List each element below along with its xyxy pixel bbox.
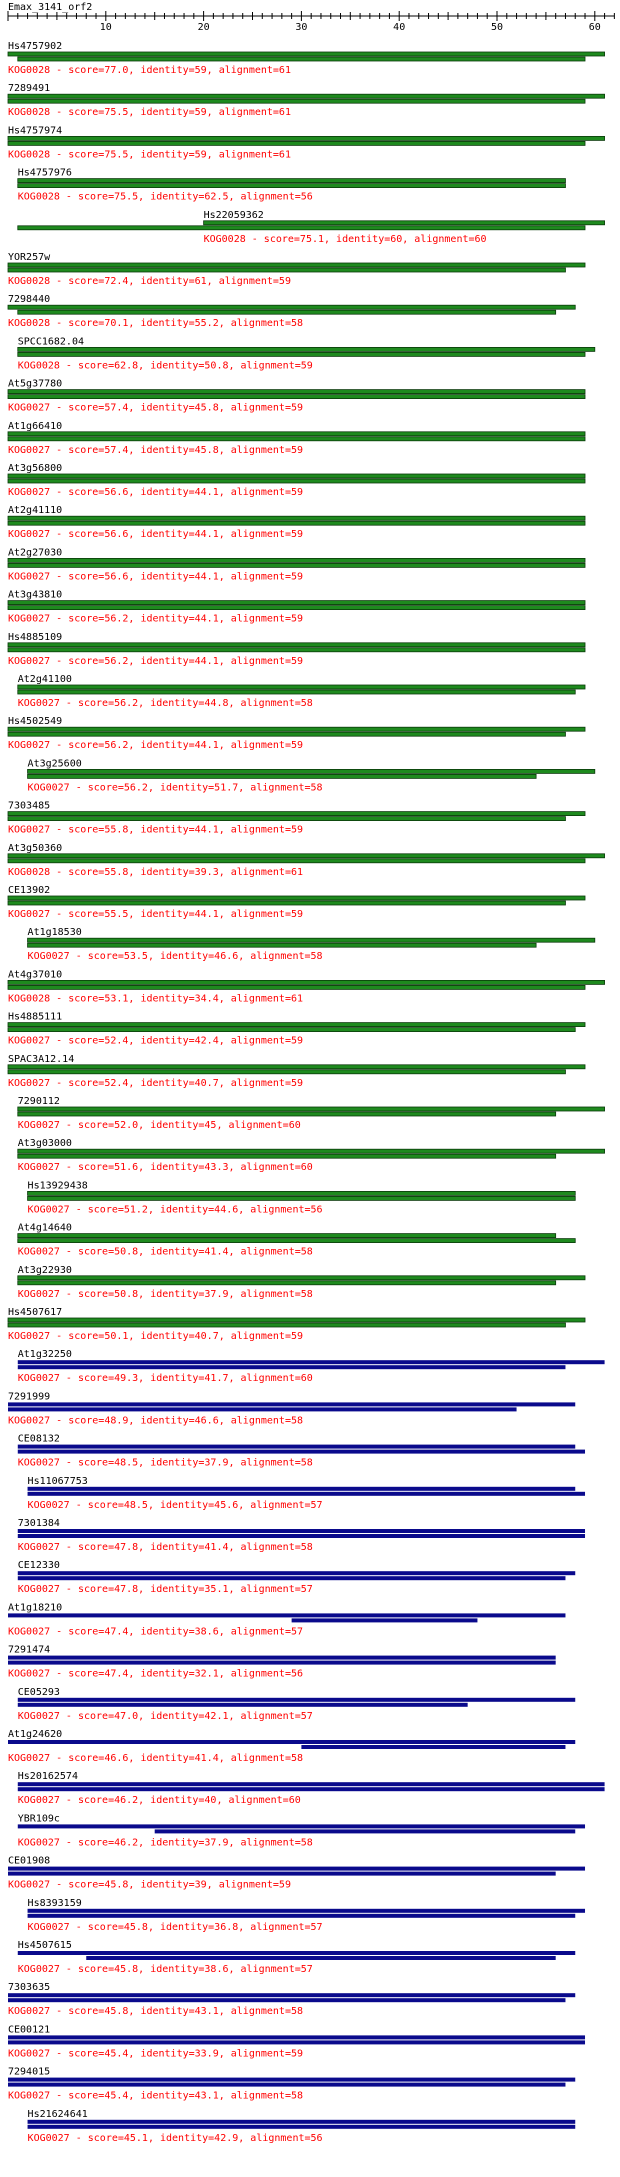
hit-score-label: KOG0027 - score=48.5, identity=37.9, alignment=58 — [17, 1457, 313, 1469]
subject-bar — [86, 1956, 555, 1960]
query-bar — [8, 1065, 585, 1069]
query-bar — [28, 2120, 576, 2124]
hit-row — [8, 885, 585, 920]
query-bar — [28, 1909, 585, 1913]
hit-score-label: KOG0028 - score=75.5, identity=59, alignment=61 — [8, 149, 291, 161]
subject-bar — [18, 1281, 556, 1285]
hit-score-label: KOG0027 - score=57.4, identity=45.8, alignment=59 — [8, 402, 304, 414]
hit-name: At2g41110 — [8, 505, 63, 517]
subject-bar — [8, 817, 565, 821]
hit-score-label: KOG0027 - score=45.8, identity=39, alignment=59 — [8, 1879, 291, 1891]
query-bar — [18, 347, 595, 351]
subject-bar — [18, 1534, 585, 1538]
hit-name: At2g41100 — [17, 674, 72, 685]
query-bar — [8, 432, 585, 436]
hit-name: At1g32250 — [17, 1349, 72, 1361]
query-bar — [8, 1740, 575, 1744]
query-bar — [28, 1191, 576, 1195]
subject-bar — [18, 310, 556, 314]
hit-name: At1g18210 — [8, 1602, 63, 1614]
hit-score-label: KOG0028 - score=75.1, identity=60, alignment=60 — [203, 233, 487, 245]
hit-score-label: KOG0027 - score=52.4, identity=40.7, alignment=59 — [8, 1077, 304, 1089]
hit-row — [28, 927, 595, 962]
hit-row — [8, 716, 585, 751]
subject-bar — [8, 732, 565, 736]
hit-name: 7301384 — [17, 1518, 60, 1529]
hit-row — [18, 674, 585, 709]
query-bar — [8, 1656, 556, 1660]
subject-bar — [8, 1028, 575, 1032]
hit-name: Hs4507615 — [17, 1940, 72, 1951]
query-bar — [8, 601, 585, 605]
query-bar — [8, 1867, 585, 1871]
hit-name: YBR109c — [17, 1813, 60, 1825]
subject-bar — [8, 2083, 565, 2087]
subject-bar — [18, 57, 585, 61]
hit-row — [18, 1940, 575, 1975]
query-bar — [8, 2035, 585, 2039]
query-bar — [18, 1149, 605, 1153]
hit-row — [8, 1054, 585, 1089]
hit-score-label: KOG0027 - score=47.0, identity=42.1, alignment=57 — [17, 1710, 313, 1722]
subject-bar — [8, 395, 585, 399]
hit-name: CE01908 — [8, 1855, 51, 1867]
hit-name: 7303635 — [8, 1982, 51, 1994]
hit-score-label: KOG0027 - score=55.5, identity=44.1, alignment=59 — [8, 909, 304, 920]
hit-name: 7298440 — [8, 294, 51, 306]
hit-name: At5g37780 — [8, 378, 63, 390]
hit-name: CE13902 — [8, 885, 51, 896]
axis-tick-label: 40 — [393, 22, 406, 33]
hit-score-label: KOG0027 - score=56.2, identity=44.1, alignment=59 — [8, 655, 304, 667]
hit-name: Hs13929438 — [27, 1180, 88, 1192]
subject-bar — [8, 1407, 517, 1411]
subject-bar — [18, 352, 585, 356]
hit-name: Hs8393159 — [27, 1897, 82, 1909]
query-bar — [18, 1529, 585, 1533]
query-bar — [18, 1571, 575, 1575]
axis-tick-label: 10 — [99, 22, 112, 33]
subject-bar — [8, 859, 585, 863]
hit-name: Hs4885109 — [8, 631, 63, 643]
hit-score-label: KOG0027 - score=56.2, identity=44.8, alignment=58 — [17, 698, 313, 709]
hit-row — [8, 294, 575, 329]
position-axis — [8, 11, 614, 33]
query-bar — [8, 812, 585, 816]
subject-bar — [28, 1196, 576, 1200]
query-bar — [8, 516, 585, 520]
subject-bar — [155, 1829, 576, 1833]
hit-score-label: KOG0028 - score=53.1, identity=34.4, alignment=61 — [8, 993, 304, 1005]
subject-bar — [8, 521, 585, 525]
subject-bar — [8, 901, 565, 905]
query-bar — [28, 938, 595, 942]
hit-score-label: KOG0027 - score=48.5, identity=45.6, alignment=57 — [27, 1499, 323, 1511]
query-bar — [8, 390, 585, 394]
hit-score-label: KOG0027 - score=55.8, identity=44.1, alignment=59 — [8, 824, 304, 836]
subject-bar — [8, 268, 565, 272]
hit-name: 7290112 — [17, 1096, 60, 1107]
hit-name: 7294015 — [8, 2066, 51, 2078]
hit-name: At3g56800 — [8, 463, 63, 474]
hit-score-label: KOG0027 - score=45.1, identity=42.9, alignment=56 — [27, 2132, 323, 2144]
hit-name: Hs4757976 — [17, 167, 72, 179]
hit-row — [18, 1813, 585, 1848]
hit-row — [18, 336, 595, 371]
hit-name: SPCC1682.04 — [17, 336, 85, 348]
query-bar — [8, 896, 585, 900]
query-bar — [8, 854, 605, 858]
subject-bar — [18, 184, 566, 188]
hit-score-label: KOG0028 - score=77.0, identity=59, alignment=61 — [8, 65, 291, 76]
hit-score-label: KOG0027 - score=45.8, identity=36.8, alignment=57 — [27, 1921, 323, 1933]
subject-bar — [18, 1112, 556, 1116]
hit-row — [8, 41, 605, 76]
hit-score-label: KOG0027 - score=51.6, identity=43.3, alignment=60 — [17, 1162, 313, 1174]
hit-score-label: KOG0027 - score=53.5, identity=46.6, alignment=58 — [27, 951, 323, 963]
hit-score-label: KOG0027 - score=56.6, identity=44.1, alignment=59 — [8, 529, 304, 541]
query-bar — [8, 980, 605, 984]
hit-row — [8, 1012, 585, 1047]
query-title: Emax_3141_orf2 — [8, 2, 93, 13]
hit-name: 7303485 — [8, 800, 51, 812]
hit-row — [18, 1771, 605, 1806]
hit-name: Hs11067753 — [27, 1475, 88, 1487]
query-bar — [18, 1445, 575, 1449]
hit-score-label: KOG0027 - score=51.2, identity=44.6, alignment=56 — [27, 1204, 323, 1216]
hit-name: At1g66410 — [8, 420, 63, 432]
query-bar — [18, 1824, 585, 1828]
hit-row — [8, 632, 585, 667]
query-bar — [18, 1698, 575, 1702]
hit-row — [18, 1349, 605, 1384]
hit-name: 7291999 — [8, 1391, 51, 1403]
subject-bar — [8, 1872, 556, 1876]
subject-bar — [28, 943, 537, 947]
hit-score-label: KOG0027 - score=56.6, identity=44.1, alignment=59 — [8, 571, 304, 583]
query-bar — [8, 643, 585, 647]
hit-row — [18, 1096, 605, 1131]
query-bar — [204, 221, 605, 225]
hit-name: Hs22059362 — [203, 209, 264, 221]
subject-bar — [8, 1070, 565, 1074]
hit-score-label: KOG0027 - score=50.8, identity=41.4, alignment=58 — [17, 1246, 313, 1258]
hit-row — [8, 421, 585, 456]
subject-bar — [8, 1323, 565, 1327]
query-bar — [18, 1234, 556, 1238]
hit-name: CE12330 — [17, 1560, 60, 1572]
subject-bar — [8, 606, 585, 610]
hit-score-label: KOG0027 - score=45.8, identity=38.6, alignment=57 — [17, 1964, 313, 1975]
subject-bar — [28, 2125, 576, 2129]
hit-name: YOR257w — [8, 252, 51, 263]
hit-name: Hs20162574 — [17, 1771, 78, 1783]
subject-bar — [28, 774, 537, 778]
query-bar — [28, 1487, 576, 1491]
hit-row — [28, 758, 595, 793]
hit-row — [8, 83, 605, 118]
hit-name: Hs4757902 — [8, 41, 63, 52]
hit-name: CE00121 — [8, 2024, 51, 2036]
hit-score-label: KOG0027 - score=48.9, identity=46.6, alignment=58 — [8, 1415, 304, 1427]
hit-score-label: KOG0027 - score=45.4, identity=33.9, alignment=59 — [8, 2048, 304, 2060]
subject-bar — [18, 1787, 605, 1791]
query-bar — [8, 305, 575, 309]
subject-bar — [8, 1998, 565, 2002]
query-bar — [8, 263, 585, 267]
axis-tick-label: 20 — [197, 22, 210, 33]
query-bar — [28, 769, 595, 773]
hit-score-label: KOG0027 - score=46.6, identity=41.4, alignment=58 — [8, 1753, 304, 1764]
hit-name: Hs21624641 — [27, 2108, 88, 2120]
hit-name: Hs4507617 — [8, 1307, 63, 1318]
hit-name: CE05293 — [17, 1686, 60, 1698]
subject-bar — [18, 690, 575, 694]
hit-score-label: KOG0027 - score=47.4, identity=32.1, alignment=56 — [8, 1668, 304, 1680]
query-bar — [18, 685, 585, 689]
query-bar — [8, 1993, 575, 1997]
hit-row — [18, 1138, 605, 1173]
hit-row — [8, 1602, 565, 1637]
subject-bar — [18, 1703, 468, 1707]
hit-score-label: KOG0028 - score=62.8, identity=50.8, alignment=59 — [17, 360, 313, 372]
subject-bar — [28, 1914, 576, 1918]
hit-score-label: KOG0027 - score=57.4, identity=45.8, alignment=59 — [8, 444, 304, 456]
query-bar — [8, 2078, 575, 2082]
hit-score-label: KOG0028 - score=75.5, identity=59, alignment=61 — [8, 107, 291, 119]
hit-row — [8, 590, 585, 625]
hit-name: Hs4885111 — [8, 1011, 63, 1023]
hit-name: 7289491 — [8, 83, 51, 95]
hit-row — [28, 1898, 585, 1933]
query-bar — [18, 1782, 605, 1786]
hit-row — [18, 210, 605, 245]
hit-row — [28, 1476, 585, 1511]
query-bar — [8, 94, 605, 98]
hit-score-label: KOG0027 - score=45.4, identity=43.1, alignment=58 — [8, 2090, 304, 2102]
axis-tick-label: 50 — [490, 22, 504, 33]
subject-bar — [18, 1365, 566, 1369]
hit-name: SPAC3A12.14 — [8, 1053, 75, 1065]
hit-score-label: KOG0027 - score=46.2, identity=37.9, alignment=58 — [17, 1837, 313, 1849]
hit-score-label: KOG0028 - score=75.5, identity=62.5, alignment=56 — [17, 191, 313, 203]
hit-name: At4g14640 — [17, 1222, 72, 1234]
query-bar — [8, 474, 585, 478]
subject-bar — [8, 985, 585, 989]
hit-name: At1g18530 — [27, 927, 82, 939]
query-bar — [8, 558, 585, 562]
hit-row — [28, 2109, 576, 2144]
hit-score-label: KOG0027 - score=47.8, identity=41.4, alignment=58 — [17, 1542, 313, 1553]
hit-name: Hs4502549 — [8, 716, 63, 728]
hit-row — [8, 2067, 575, 2102]
hit-row — [18, 168, 566, 203]
hit-row — [8, 1645, 556, 1680]
hit-row — [18, 1687, 575, 1722]
hit-row — [28, 1180, 576, 1215]
hit-name: At3g43810 — [8, 589, 63, 601]
hit-row — [8, 2024, 585, 2059]
axis-tick-label: 30 — [295, 22, 308, 33]
hit-row — [18, 1560, 575, 1595]
query-bar — [8, 727, 585, 731]
hit-score-label: KOG0027 - score=50.1, identity=40.7, alignment=59 — [8, 1331, 304, 1342]
subject-bar — [8, 563, 585, 567]
subject-bar — [8, 479, 585, 483]
hit-row — [18, 1265, 585, 1300]
hit-score-label: KOG0027 - score=56.2, identity=44.1, alignment=59 — [8, 613, 304, 625]
hit-name: At3g50360 — [8, 842, 63, 854]
hit-score-label: KOG0027 - score=47.4, identity=38.6, alignment=57 — [8, 1626, 304, 1638]
subject-bar — [8, 2040, 585, 2044]
hit-score-label: KOG0028 - score=70.1, identity=55.2, alignment=58 — [8, 318, 304, 330]
hit-score-label: KOG0027 - score=50.8, identity=37.9, alignment=58 — [17, 1288, 313, 1300]
hit-score-label: KOG0027 - score=46.2, identity=40, alignment=60 — [17, 1795, 301, 1807]
query-bar — [8, 1613, 565, 1617]
hit-name: CE08132 — [17, 1433, 60, 1445]
hit-score-label: KOG0027 - score=52.0, identity=45, alignment=60 — [17, 1120, 301, 1131]
hit-score-label: KOG0027 - score=56.2, identity=44.1, alignment=59 — [8, 740, 304, 752]
hit-name: At3g22930 — [17, 1264, 72, 1276]
subject-bar — [8, 99, 585, 103]
subject-bar — [292, 1618, 478, 1622]
hit-score-label: KOG0027 - score=56.2, identity=51.7, alignment=58 — [27, 782, 323, 794]
hit-row — [8, 1391, 575, 1426]
hit-score-label: KOG0027 - score=56.6, identity=44.1, alignment=59 — [8, 487, 304, 498]
hit-name: Hs4757974 — [8, 125, 63, 137]
hit-row — [8, 252, 585, 287]
subject-bar — [8, 437, 585, 441]
subject-bar — [18, 1576, 566, 1580]
hit-name: At3g25600 — [27, 758, 82, 770]
hit-row — [8, 801, 585, 836]
hit-row — [18, 1518, 585, 1553]
hit-row — [18, 1434, 585, 1469]
hit-list — [8, 41, 605, 2144]
query-bar — [8, 1318, 585, 1322]
query-bar — [8, 1402, 575, 1406]
hit-name: At2g27030 — [8, 547, 63, 559]
subject-bar — [18, 1239, 575, 1243]
hit-score-label: KOG0027 - score=45.8, identity=43.1, alignment=58 — [8, 2006, 304, 2018]
query-bar — [18, 179, 566, 183]
hit-row — [8, 547, 585, 582]
subject-bar — [8, 1661, 556, 1665]
hit-row — [8, 843, 605, 878]
hit-score-label: KOG0028 - score=55.8, identity=39.3, alignment=61 — [8, 866, 304, 878]
query-bar — [18, 1107, 605, 1111]
subject-bar — [8, 141, 585, 145]
hit-row — [8, 463, 585, 498]
hit-row — [8, 379, 585, 414]
axis-tick-label: 60 — [588, 22, 601, 33]
hit-score-label: KOG0027 - score=52.4, identity=42.4, alignment=59 — [8, 1035, 304, 1047]
query-bar — [8, 52, 605, 56]
hit-row — [8, 1856, 585, 1891]
hit-score-label: KOG0028 - score=72.4, identity=61, alignment=59 — [8, 276, 291, 287]
hit-row — [8, 1982, 575, 2017]
hit-score-label: KOG0027 - score=47.8, identity=35.1, alignment=57 — [17, 1584, 313, 1596]
subject-bar — [18, 1450, 585, 1454]
subject-bar — [301, 1745, 565, 1749]
hit-name: At1g24620 — [8, 1729, 63, 1740]
query-bar — [8, 1023, 585, 1027]
hit-row — [8, 505, 585, 540]
query-bar — [18, 1360, 605, 1364]
query-bar — [8, 136, 605, 140]
hit-row — [8, 969, 605, 1004]
hit-row — [8, 1729, 575, 1764]
hit-name: At4g37010 — [8, 969, 63, 981]
subject-bar — [18, 1154, 556, 1158]
hit-score-label: KOG0027 - score=49.3, identity=41.7, alignment=60 — [17, 1373, 313, 1385]
hit-row — [18, 1223, 575, 1258]
query-bar — [18, 1951, 575, 1955]
query-bar — [18, 1276, 585, 1280]
subject-bar — [18, 226, 585, 230]
hit-row — [8, 125, 605, 160]
subject-bar — [8, 648, 585, 652]
subject-bar — [28, 1492, 585, 1496]
hit-name: 7291474 — [8, 1644, 51, 1656]
hit-name: At3g03000 — [17, 1138, 72, 1150]
hit-row — [8, 1307, 585, 1342]
